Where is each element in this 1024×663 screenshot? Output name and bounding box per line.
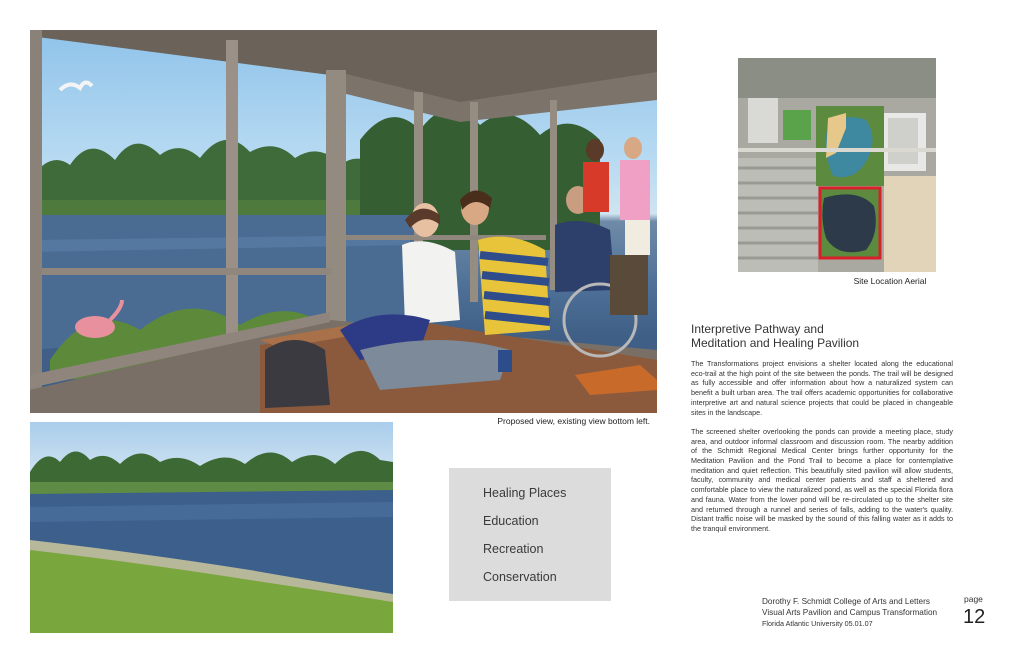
existing-view-photo (30, 422, 393, 633)
aerial-caption: Site Location Aerial (853, 276, 927, 286)
paragraph-1: The Transformations project envisions a shelter located along the educational eco-trail at the high point of the site between the ponds. The trail will be designed as fully accessible and offer information about how a naturalized system can benefit a built urban area. The trail offers academic opportunities for collaborative interpretive art and natural science projects that could be placed in changeable sites in the landscape. (691, 359, 953, 417)
heading-line-2: Meditation and Healing Pavilion (691, 336, 860, 350)
pavilion-illustration (30, 30, 657, 413)
footer-line-1: Dorothy F. Schmidt College of Arts and Letters (762, 597, 930, 606)
footer-line-3: Florida Atlantic University 05.01.07 (762, 619, 873, 628)
footer-line-2: Visual Arts Pavilion and Campus Transformation (762, 608, 938, 617)
page-label: page (964, 594, 983, 604)
heading-line-1: Interpretive Pathway and (691, 322, 824, 336)
keyword-conservation: Conservation (483, 570, 557, 584)
aerial-illustration (738, 58, 936, 272)
keyword-education: Education (483, 514, 539, 528)
existing-pond-illustration (30, 422, 393, 633)
article-body (691, 359, 953, 543)
page-number: 12 (963, 606, 986, 628)
rendering-caption: Proposed view, existing view bottom left. (497, 416, 650, 426)
footer-credits (762, 596, 962, 629)
site-aerial-map (738, 58, 936, 272)
keyword-recreation: Recreation (483, 542, 544, 556)
keyword-box (449, 468, 611, 601)
paragraph-2: The screened shelter overlooking the ponds can provide a meeting place, study area, and outdoor informal classroom and discussion room. The nearby addition of the Schmidt Regional Medical Center brings further opportunity for the Meditation Pavilion and the Pond Trail to become a place for contemplative meditation and quiet reflection. This beautifully sited pavilion will allow students, faculty, community and medical center patients and staff a sheltered and comfortable place to view the naturalized pond, as well as the special Florida flora and fauna. Water from the lower pond will be re-circulated up to the shelter site and returned through a runnel and series of falls, adding to the water's quality. Distant traffic noise will be masked by the sound of this falling water as it adds to the tranquil environment. (691, 426, 953, 533)
keyword-healing-places: Healing Places (483, 486, 567, 500)
article-heading (691, 322, 961, 350)
pavilion-rendering (30, 30, 657, 413)
